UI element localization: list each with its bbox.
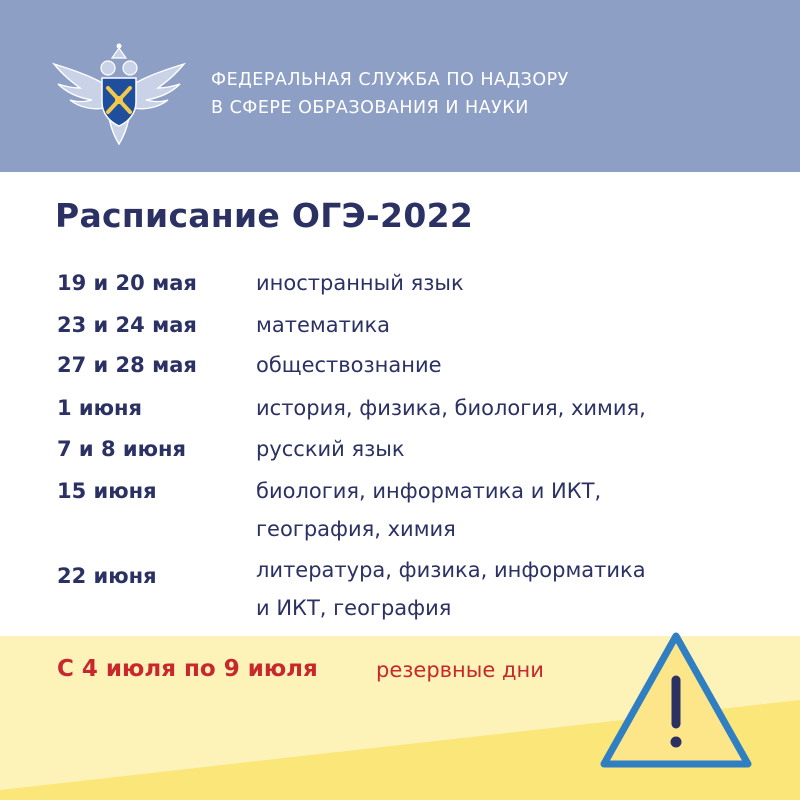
schedule-subject <box>256 430 726 468</box>
schedule-subject-line: география, химия <box>256 517 456 541</box>
schedule-subject <box>256 551 726 627</box>
schedule-subject-line: история, физика, биология, химия, <box>256 396 646 420</box>
schedule-subject-line: обществознание <box>256 353 442 377</box>
schedule-date: 1 июня <box>57 396 143 420</box>
schedule-date: 7 и 8 июня <box>57 437 186 461</box>
eagle-emblem-icon <box>50 42 188 146</box>
schedule-subject-line: литература, физика, информатика <box>256 558 646 582</box>
header-banner <box>0 0 800 172</box>
schedule-date: 19 и 20 мая <box>57 271 197 295</box>
schedule-subject <box>256 264 726 302</box>
schedule-subject <box>256 346 726 384</box>
reserve-dates: С 4 июля по 9 июля <box>57 656 318 682</box>
agency-name-line-2: В СФЕРЕ ОБРАЗОВАНИЯ И НАУКИ <box>211 98 529 118</box>
schedule-subject <box>256 389 726 427</box>
schedule-date: 27 и 28 мая <box>57 353 197 377</box>
schedule-subject-line: и ИКТ, география <box>256 596 452 620</box>
warning-triangle-icon <box>596 628 756 773</box>
schedule-date: 23 и 24 мая <box>57 313 197 337</box>
schedule-subject <box>256 472 726 548</box>
page-title: Расписание ОГЭ-2022 <box>55 196 474 235</box>
schedule-date: 15 июня <box>57 479 157 503</box>
schedule-subject <box>256 306 726 344</box>
schedule-date: 22 июня <box>57 564 157 588</box>
schedule-subject-line: иностранный язык <box>256 271 464 295</box>
schedule-subject-line: математика <box>256 313 391 337</box>
schedule-subject-line: биология, информатика и ИКТ, <box>256 479 602 503</box>
schedule-subject-line: русский язык <box>256 437 405 461</box>
agency-name <box>211 66 569 122</box>
agency-name-line-1: ФЕДЕРАЛЬНАЯ СЛУЖБА ПО НАДЗОРУ <box>211 70 569 90</box>
reserve-label: резервные дни <box>376 658 544 682</box>
